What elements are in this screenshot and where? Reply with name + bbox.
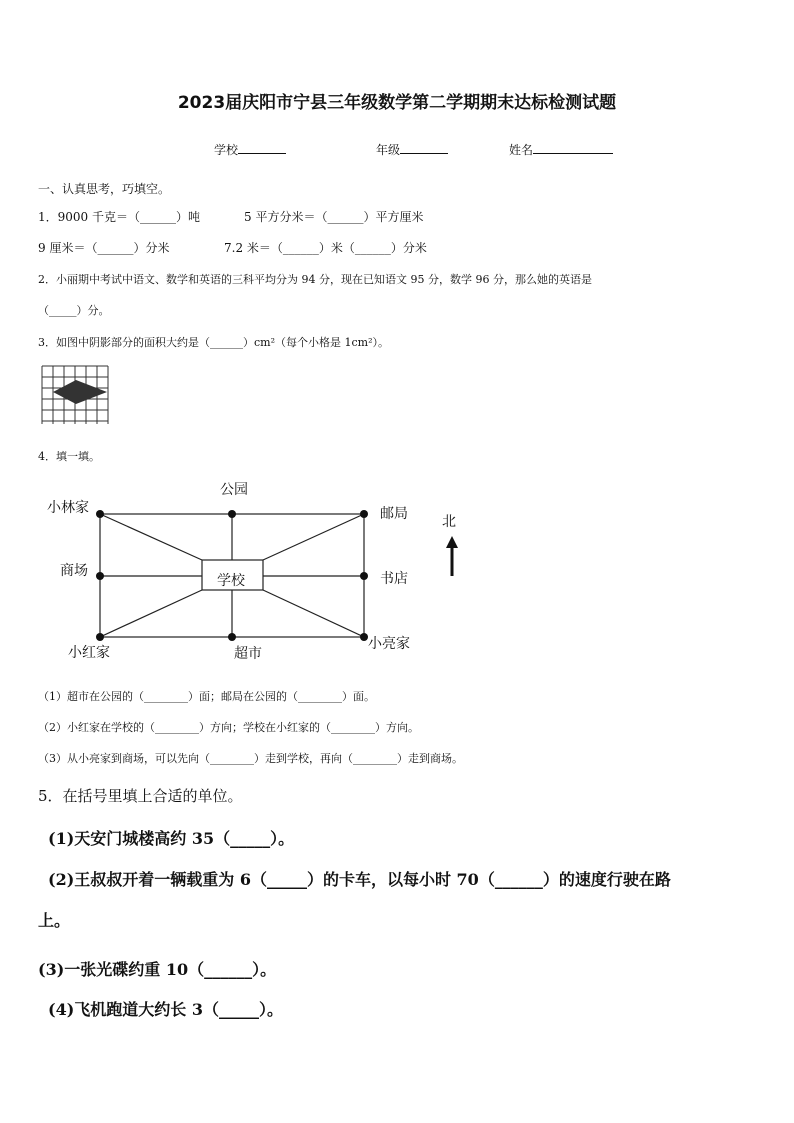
q4-sub-1: （1）超市在公园的（________）面；邮局在公园的（________）面。: [38, 690, 375, 703]
point-park: [228, 510, 236, 518]
page-title: 2023届庆阳市宁县三年级数学第二学期期末达标检测试题: [177, 93, 617, 113]
q1-b: 5 平方分米＝（______）平方厘米: [244, 210, 424, 224]
q4-sub-3: （3）从小亮家到商场，可以先向（________）走到学校，再向（________）走到商场。: [38, 752, 463, 765]
name-field: [509, 141, 613, 158]
north-arrow-icon: [446, 536, 458, 576]
label-xiaolin: 小林家: [47, 500, 89, 516]
grade-field: [376, 141, 448, 158]
label-xiaohong: 小红家: [68, 645, 110, 661]
label-mall: 商场: [60, 563, 88, 579]
q5-item-3: (3)一张光碟约重 10（______）。: [38, 960, 277, 979]
q5-item-4: (4)飞机跑道大约长 3（_____）。: [48, 1000, 283, 1019]
point-xiaoliang: [360, 633, 368, 641]
point-supermarket: [228, 633, 236, 641]
q1-a: 1．9000 千克＝（______）吨: [38, 210, 200, 224]
q2-line1: 2．小丽期中考试中语文、数学和英语的三科平均分为 94 分，现在已知语文 95 分，数学 96 分，那么她的英语是: [38, 273, 592, 286]
label-post: 邮局: [380, 506, 408, 522]
point-xiaolin: [96, 510, 104, 518]
label-school: 学校: [217, 573, 245, 589]
label-north: 北: [442, 514, 456, 530]
q5-item-2-cont: 上。: [38, 911, 71, 930]
name-label: 姓名: [509, 143, 534, 157]
section-1-heading: 一、认真思考，巧填空。: [38, 182, 171, 196]
q2-line2: （_____）分。: [38, 304, 110, 317]
q5-item-1: (1)天安门城楼高约 35（_____）。: [48, 829, 295, 848]
grade-label: 年级: [376, 143, 401, 157]
point-post: [360, 510, 368, 518]
point-xiaohong: [96, 633, 104, 641]
label-xiaoliang: 小亮家: [368, 636, 410, 652]
q1-d: 7.2 米＝（______）米（______）分米: [224, 241, 427, 255]
q4-text: 4．填一填。: [38, 450, 100, 463]
q1-c: 9 厘米＝（______）分米: [38, 241, 170, 255]
q4-map-diagram: [30, 470, 480, 670]
grade-blank[interactable]: [400, 141, 448, 154]
q3-grid-figure: [40, 364, 110, 426]
q5-heading: 5．在括号里填上合适的单位。: [38, 787, 243, 805]
q3-text: 3．如图中阴影部分的面积大约是（______）cm²（每个小格是 1cm²）。: [38, 336, 389, 349]
point-bookstore: [360, 572, 368, 580]
q5-item-2: (2)王叔叔开着一辆载重为 6（_____）的卡车，以每小时 70（______）的速度行驶在路: [48, 870, 671, 889]
shaded-rhombus: [53, 380, 107, 404]
q4-sub-2: （2）小红家在学校的（________）方向；学校在小红家的（________）方向。: [38, 721, 419, 734]
label-supermarket: 超市: [234, 646, 262, 662]
school-label: 学校: [214, 143, 239, 157]
point-mall: [96, 572, 104, 580]
name-blank[interactable]: [533, 141, 613, 154]
label-bookstore: 书店: [380, 571, 408, 587]
label-park: 公园: [220, 482, 248, 498]
school-field: [214, 141, 286, 158]
school-blank[interactable]: [238, 141, 286, 154]
